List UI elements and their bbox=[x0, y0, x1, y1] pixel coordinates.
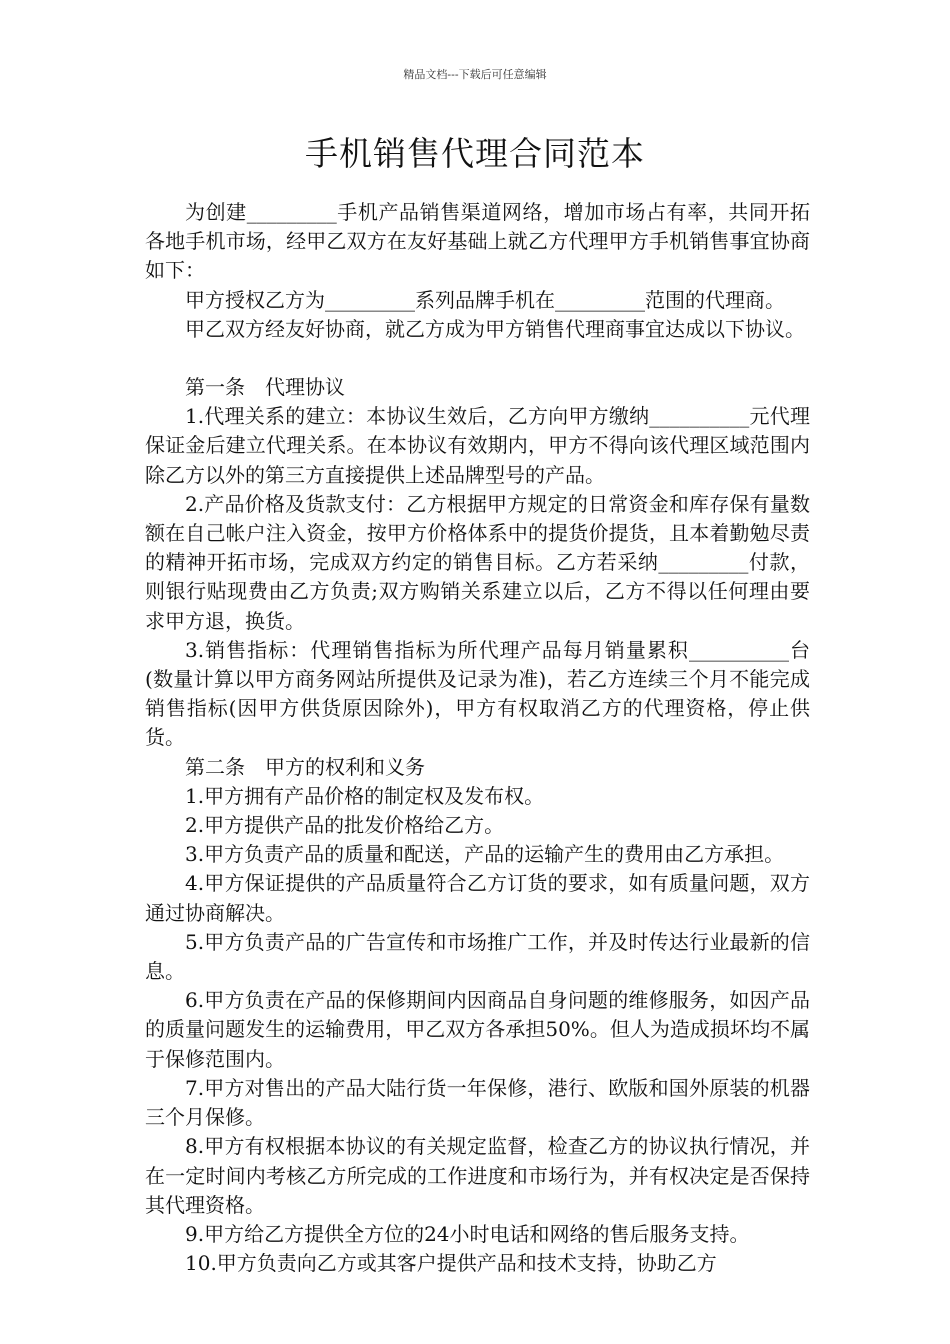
clause-item: 6.甲方负责在产品的保修期间内因商品自身问题的维修服务，如因产品的质量问题发生的运输费用，甲乙双方各承担50%。但人为造成损坏均不属于保修范围内。 bbox=[145, 988, 810, 1071]
clause-item: 2.产品价格及货款支付：乙方根据甲方规定的日常资金和库存保有量数额在自己帐户注入资金，按甲方价格体系中的提货价提货，且本着勤勉尽责的精神开拓市场，完成双方约定的销售目标。乙方若采纳_________付款，则银行贴现费由乙方负责;双方购销关系建立以后，乙方不得以任何理由要求甲方退，换货。 bbox=[145, 491, 810, 633]
clause-item: 3.销售指标：代理销售指标为所代理产品每月销量累积__________台(数量计算以甲方商务网站所提供及记录为准)，若乙方连续三个月不能完成销售指标(因甲方供货原因除外)，甲方有权取消乙方的代理资格，停止供货。 bbox=[145, 637, 810, 750]
clause-item: 9.甲方给乙方提供全方位的24小时电话和网络的售后服务支持。 bbox=[185, 1221, 750, 1246]
article-heading: 第一条 代理协议 bbox=[185, 375, 345, 400]
article-heading: 第二条 甲方的权利和义务 bbox=[185, 754, 425, 779]
intro-paragraph: 甲乙双方经友好协商，就乙方成为甲方销售代理商事宜达成以下协议。 bbox=[185, 316, 805, 341]
clause-item: 3.甲方负责产品的质量和配送，产品的运输产生的费用由乙方承担。 bbox=[185, 842, 785, 867]
clause-item: 7.甲方对售出的产品大陆行货一年保修，港行、欧版和国外原装的机器三个月保修。 bbox=[145, 1075, 810, 1130]
header-note: 精品文档---下载后可任意编辑 bbox=[403, 68, 547, 81]
clause-item: 8.甲方有权根据本协议的有关规定监督，检查乙方的协议执行情况，并在一定时间内考核乙方所完成的工作进度和市场行为，并有权决定是否保持其代理资格。 bbox=[145, 1134, 810, 1217]
clause-item: 4.甲方保证提供的产品质量符合乙方订货的要求，如有质量问题，双方通过协商解决。 bbox=[145, 871, 810, 925]
intro-paragraph: 甲方授权乙方为_________系列品牌手机在_________范围的代理商。 bbox=[185, 287, 785, 312]
document-body bbox=[145, 198, 810, 1278]
clause-item: 2.甲方提供产品的批发价格给乙方。 bbox=[185, 813, 505, 838]
document-title: 手机销售代理合同范本 bbox=[305, 134, 645, 173]
spacer bbox=[145, 344, 810, 373]
intro-paragraph: 为创建_________手机产品销售渠道网络，增加市场占有率，共同开拓各地手机市场，经甲乙双方在友好基础上就乙方代理甲方手机销售事宜协商如下： bbox=[145, 200, 810, 283]
clause-item: 5.甲方负责产品的广告宣传和市场推广工作，并及时传达行业最新的信息。 bbox=[145, 929, 810, 984]
clause-item: 1.代理关系的建立：本协议生效后，乙方向甲方缴纳__________元代理保证金后建立代理关系。在本协议有效期内，甲方不得向该代理区域范围内除乙方以外的第三方直接提供上述品牌型号的产品。 bbox=[145, 404, 810, 487]
clause-item: 1.甲方拥有产品价格的制定权及发布权。 bbox=[185, 783, 545, 808]
clause-item: 10.甲方负责向乙方或其客户提供产品和技术支持，协助乙方 bbox=[185, 1251, 717, 1276]
